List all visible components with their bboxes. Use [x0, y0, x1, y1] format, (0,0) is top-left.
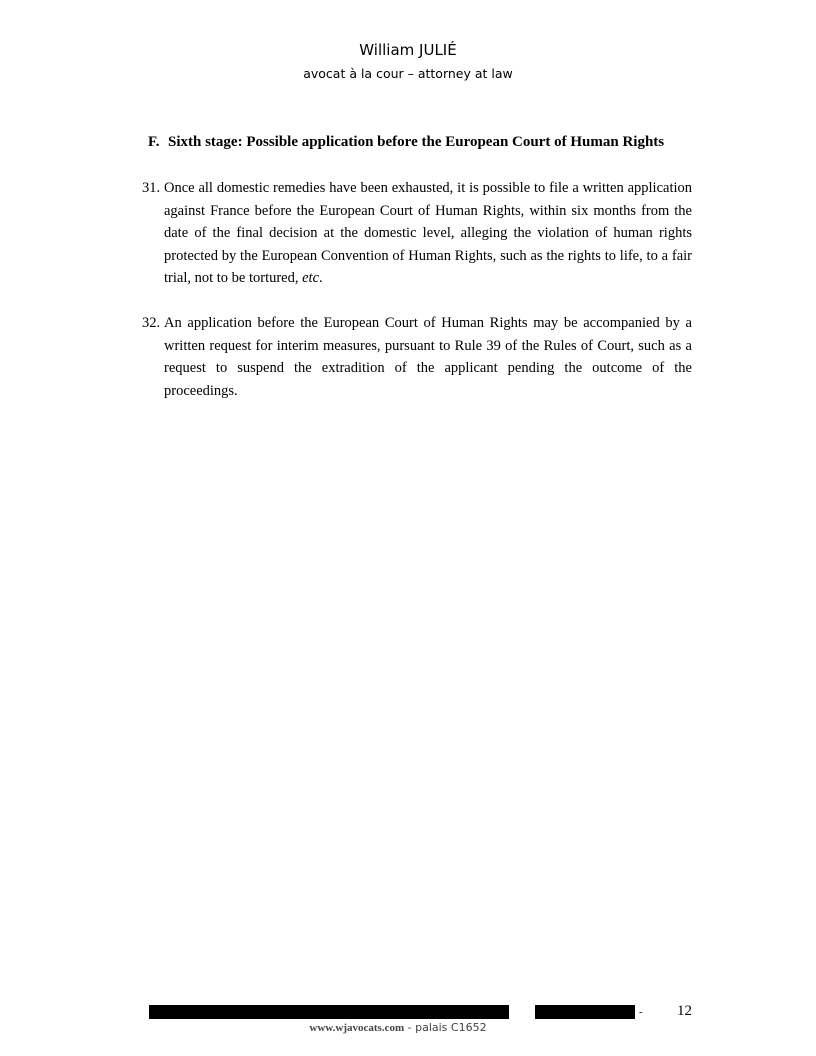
- page-number: 12: [677, 1003, 692, 1019]
- footer-separator: -: [404, 1021, 416, 1034]
- paragraph-number: 31.: [142, 180, 161, 196]
- footer-website: www.wjavocats.com: [309, 1022, 405, 1034]
- paragraph-etc: etc: [302, 270, 320, 286]
- section-heading: [148, 134, 708, 151]
- header-name: William JULIÉ: [359, 41, 457, 59]
- redaction-bar: [535, 1005, 635, 1019]
- footer-palais: palais C1652: [415, 1021, 487, 1034]
- footer-line: [0, 1021, 796, 1034]
- paragraph-body: Once all domestic remedies have been exhausted, it is possible to file a written application against France before the European Court of Human Rights, within six months from the date of the final decision at the domestic level, alleging the violation of human rights protected by the European Convention of Human Rights, such as the rights to life, to a fair trial, not to be tortured,: [164, 180, 692, 286]
- header-subtitle: avocat à la cour – attorney at law: [303, 66, 513, 81]
- paragraph-text: [164, 177, 692, 290]
- paragraph-number: 32.: [142, 315, 161, 331]
- redaction-bar: [149, 1005, 509, 1019]
- section-letter: F.: [148, 134, 160, 150]
- section-title: Sixth stage: Possible application before the European Court of Human Rights: [168, 134, 665, 150]
- paragraph-32: [142, 312, 692, 402]
- footer-dash: -: [639, 1006, 643, 1018]
- paragraph-31: [142, 177, 692, 290]
- paragraph-period: .: [319, 270, 323, 286]
- paragraph-text: An application before the European Court of Human Rights may be accompanied by a written request for interim measures, pursuant to Rule 39 of the Rules of Court, such as a request to suspend the extradition of the applicant pending the outcome of the proceedings.: [164, 315, 692, 399]
